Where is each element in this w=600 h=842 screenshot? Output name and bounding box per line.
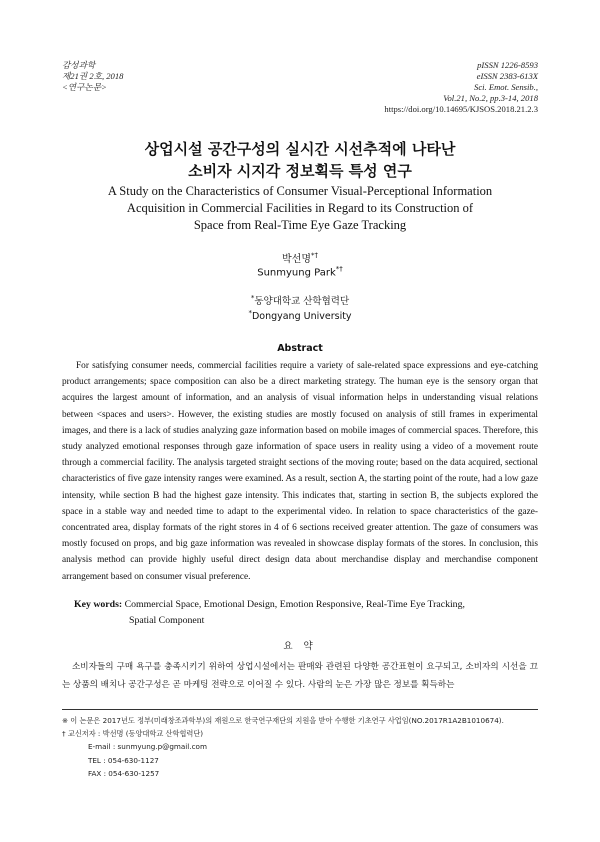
journal-header-right: [384, 60, 538, 115]
keywords: [74, 597, 544, 629]
keywords-line-1: Commercial Space, Emotional Design, Emotion Responsive, Real-Time Eye Tracking,: [124, 599, 465, 610]
journal-abbrev: Sci. Emot. Sensib.,: [474, 82, 538, 92]
affiliation-name-english: Dongyang University: [251, 311, 352, 323]
title-english-line-3: Space from Real-Time Eye Gaze Tracking: [193, 218, 407, 232]
journal-volume: 제21권 2호, 2018: [62, 71, 124, 81]
keywords-label: Key words:: [74, 599, 123, 610]
eissn: eISSN 2383-613X: [476, 71, 538, 81]
korean-abstract-heading: 요 약: [283, 641, 317, 652]
author-english: [0, 265, 600, 278]
pissn: pISSN 1226-8593: [477, 60, 538, 70]
title-korean-line-2: 소비자 시지각 정보획득 특성 연구: [188, 162, 412, 180]
footnote-tel: TEL : 054-630-1127: [88, 755, 159, 765]
affiliation-mark: *: [250, 293, 255, 302]
affiliation-english: [0, 309, 600, 322]
korean-abstract-text: 소비자들의 구매 욕구를 충족시키기 위하여 상업시설에서는 판매와 관련된 다양한 공간표현이 요구되고, 소비자의 시선을 끄는 상품의 배치나 공간구성은 곧 마케팅 전략으로 이어질 수 있다. 사람의 눈은 가장 많은 정보를 획득하는: [62, 662, 538, 690]
author-marks: *†: [310, 251, 318, 260]
footnote-fax: FAX : 054-630-1257: [88, 768, 160, 778]
title-korean: [0, 138, 600, 182]
journal-header-left: [62, 60, 123, 93]
affiliation-korean: [0, 293, 600, 307]
author-name-english: Sunmyung Park: [257, 267, 336, 279]
affiliation-name-korean: 동양대학교 산학협력단: [254, 296, 350, 307]
author-name-korean: 박선명: [282, 254, 311, 265]
citation: Vol.21, No.2, pp.3-14, 2018: [443, 93, 538, 103]
affiliation-mark-english: *: [248, 309, 252, 317]
footnote-email: E-mail : sunmyung.p@gmail.com: [88, 742, 207, 752]
doi-link[interactable]: https://doi.org/10.14695/KJSOS.2018.21.2.3: [384, 104, 538, 114]
footnote-funding: ※ 이 논문은 2017년도 정부(미래창조과학부)의 재원으로 한국연구재단의 지원을 받아 수행한 기초연구 사업임(NO.2017R1A2B1010674).: [62, 716, 504, 725]
abstract-heading: Abstract: [277, 343, 323, 354]
footnote-corresponding: † 교신저자 : 박선명 (동양대학교 산학협력단): [62, 729, 204, 739]
footnote-divider: [62, 709, 538, 710]
journal-name: 감성과학: [62, 60, 96, 70]
article-type: <연구논문>: [62, 82, 107, 92]
author-korean: [0, 250, 600, 265]
author-marks-english: *†: [335, 265, 343, 273]
abstract-text: For satisfying consumer needs, commercial facilities require a variety of sale-related space expressions and eye-catching product arrangements; space composition can also be a direct marketing strategy. The human eye is the sensory organ that acquires the largest amount of information, and an analysis of visual information helps in understanding visual relations between <spaces and users>. However, the existing studies are mostly focused on analysis of still frames in experimental images, and there is a lack of studies analyzing gaze information based on mobile images of commercial spaces. Therefore, this study analyzed emotional responses through gaze information of space users in reality using a video of a movement route through a commercial facility. The analysis targeted straight sections of the moving route; based on the data acquired, sectional characteristics of five gaze intensity ranges were examined. As a result, section A, the starting point of the route, had a low gaze intensity, while section B had the highest gaze intensity. This indicates that, starting in section B, the subjects explored the space in a stable way and needed time to adapt to the experimental video. In relation to space characteristics of the gaze-concentrated area, display formats of the right stores in 4 of 6 sections received greater attention. The gaze of consumers was mostly focused on props, and big gaze information was revealed in showcase display formats of the stores. In conclusion, this analysis method can provide highly useful direct design data about merchandise display and merchandise component arrangement based on consumer visual preference.: [62, 361, 538, 582]
title-korean-line-1: 상업시설 공간구성의 실시간 시선추적에 나타난: [144, 140, 456, 158]
title-english: [90, 183, 510, 234]
title-english-line-2: Acquisition in Commercial Facilities in Regard to its Construction of: [126, 201, 474, 215]
footnotes: [62, 714, 538, 780]
title-english-line-1: A Study on the Characteristics of Consumer Visual-Perceptional Information: [107, 184, 493, 198]
keywords-line-2: Spatial Component: [129, 615, 205, 626]
